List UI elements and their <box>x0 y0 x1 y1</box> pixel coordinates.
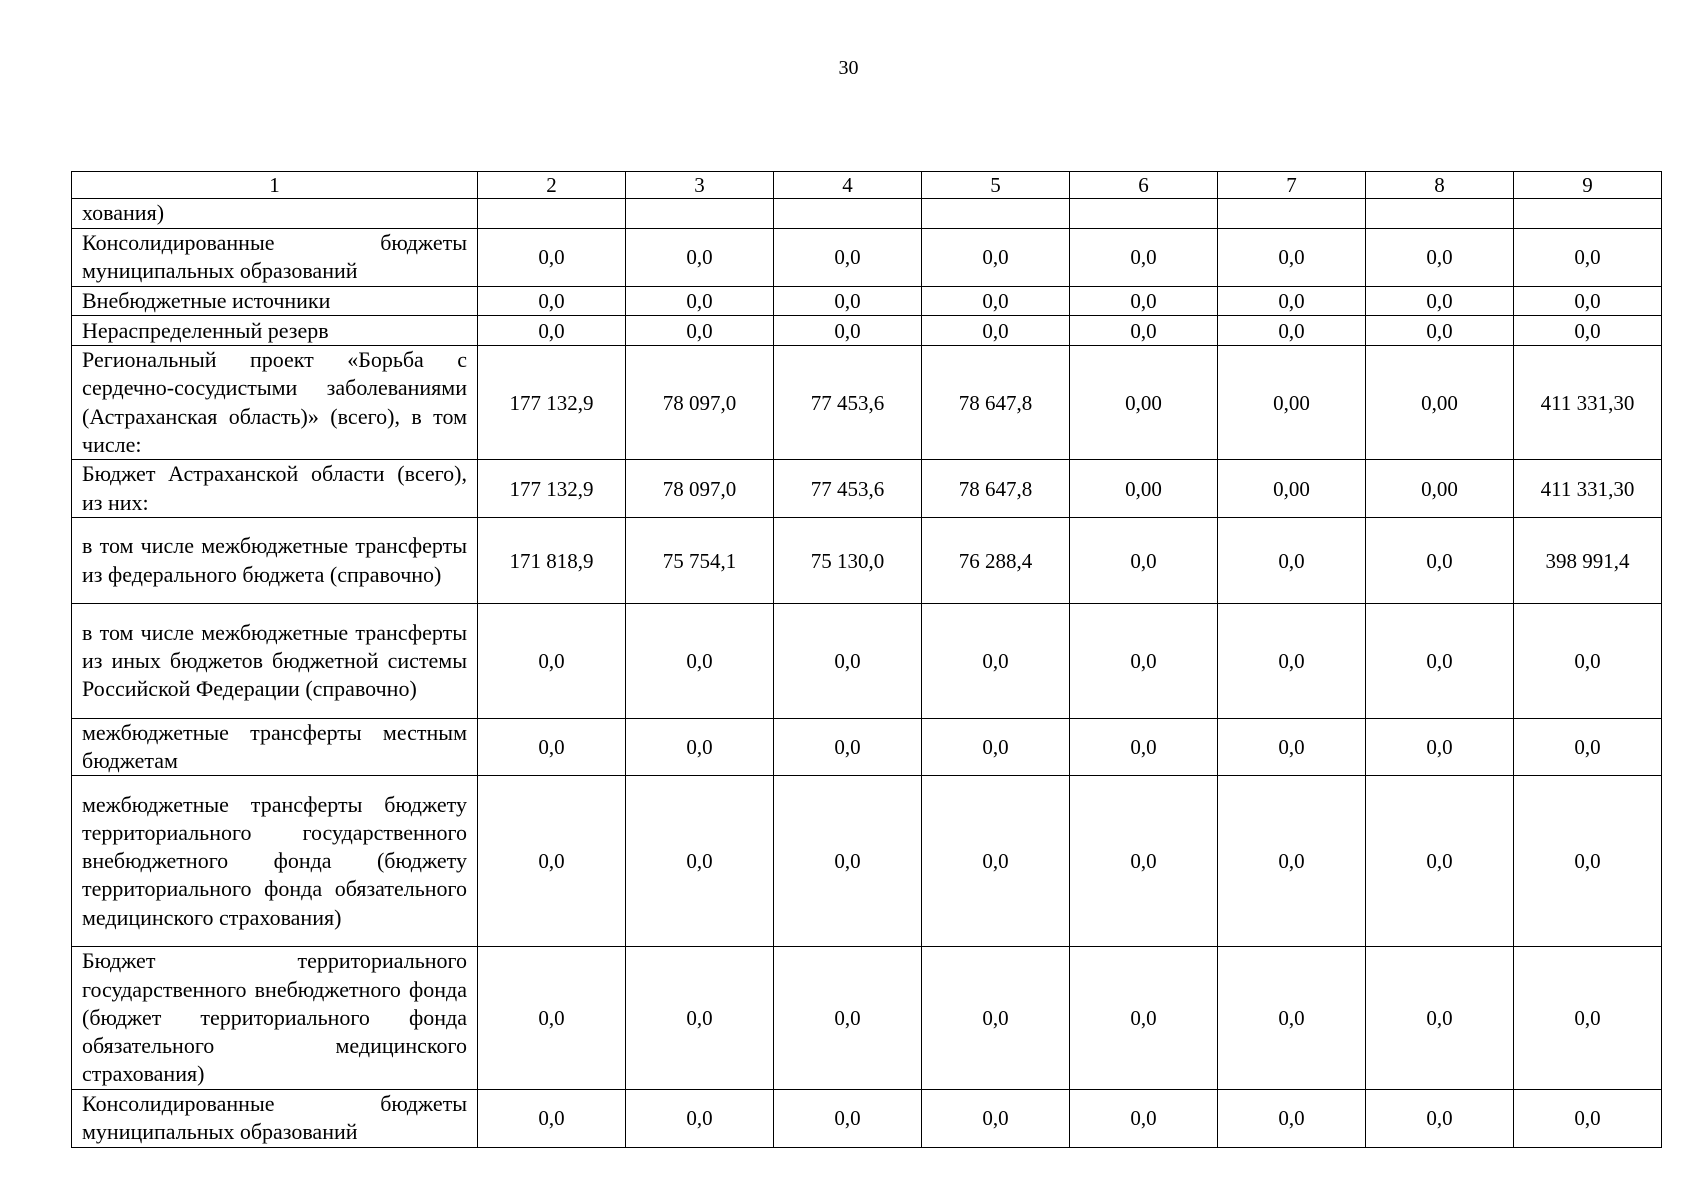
cell-value-col6: 0,0 <box>1070 228 1218 286</box>
column-header-4: 4 <box>774 172 922 199</box>
cell-value-col6 <box>1070 199 1218 229</box>
cell-value-col6: 0,0 <box>1070 947 1218 1090</box>
cell-value-col3: 0,0 <box>626 316 774 346</box>
cell-value-col7: 0,0 <box>1218 776 1366 947</box>
cell-value-col9: 411 331,30 <box>1514 460 1662 518</box>
cell-value-col8: 0,0 <box>1366 1089 1514 1147</box>
cell-value-col4 <box>774 199 922 229</box>
cell-value-col7: 0,0 <box>1218 316 1366 346</box>
cell-value-col5: 76 288,4 <box>922 518 1070 604</box>
row-label: Бюджет Астраханской области (всего), из них: <box>72 460 478 518</box>
cell-value-col8 <box>1366 199 1514 229</box>
page-number: 30 <box>838 57 859 79</box>
cell-value-col7: 0,0 <box>1218 228 1366 286</box>
row-label: в том числе межбюджетные трансферты из федерального бюджета (справочно) <box>72 518 478 604</box>
column-header-9: 9 <box>1514 172 1662 199</box>
cell-value-col8: 0,0 <box>1366 316 1514 346</box>
cell-value-col3: 78 097,0 <box>626 345 774 459</box>
cell-value-col2: 0,0 <box>478 1089 626 1147</box>
cell-value-col4: 77 453,6 <box>774 460 922 518</box>
cell-value-col3: 0,0 <box>626 286 774 316</box>
row-label: Внебюджетные источники <box>72 286 478 316</box>
cell-value-col5: 0,0 <box>922 604 1070 718</box>
cell-value-col3: 0,0 <box>626 228 774 286</box>
cell-value-col9: 411 331,30 <box>1514 345 1662 459</box>
cell-value-col4: 0,0 <box>774 776 922 947</box>
cell-value-col7: 0,0 <box>1218 604 1366 718</box>
cell-value-col3: 0,0 <box>626 1089 774 1147</box>
cell-value-col4: 0,0 <box>774 718 922 776</box>
cell-value-col9 <box>1514 199 1662 229</box>
cell-value-col2: 177 132,9 <box>478 460 626 518</box>
cell-value-col3 <box>626 199 774 229</box>
cell-value-col6: 0,0 <box>1070 1089 1218 1147</box>
cell-value-col6: 0,0 <box>1070 286 1218 316</box>
table-row <box>72 460 1662 518</box>
cell-value-col4: 0,0 <box>774 316 922 346</box>
cell-value-col6: 0,00 <box>1070 345 1218 459</box>
column-header-1: 1 <box>72 172 478 199</box>
row-label: хования) <box>72 199 478 229</box>
cell-value-col7: 0,0 <box>1218 947 1366 1090</box>
cell-value-col8: 0,0 <box>1366 947 1514 1090</box>
cell-value-col9: 0,0 <box>1514 718 1662 776</box>
cell-value-col7: 0,0 <box>1218 1089 1366 1147</box>
table-header <box>72 172 1662 199</box>
cell-value-col6: 0,0 <box>1070 518 1218 604</box>
cell-value-col8: 0,0 <box>1366 776 1514 947</box>
row-label: Региональный проект «Борьба с сердечно-сосудистыми заболеваниями (Астраханская область)» (всего), в том числе: <box>72 345 478 459</box>
table-row <box>72 228 1662 286</box>
cell-value-col3: 0,0 <box>626 947 774 1090</box>
cell-value-col8: 0,0 <box>1366 518 1514 604</box>
cell-value-col6: 0,0 <box>1070 776 1218 947</box>
cell-value-col9: 0,0 <box>1514 604 1662 718</box>
cell-value-col5: 0,0 <box>922 947 1070 1090</box>
cell-value-col7: 0,00 <box>1218 345 1366 459</box>
cell-value-col6: 0,0 <box>1070 718 1218 776</box>
cell-value-col7: 0,00 <box>1218 460 1366 518</box>
cell-value-col3: 0,0 <box>626 776 774 947</box>
table-row <box>72 947 1662 1090</box>
cell-value-col4: 0,0 <box>774 228 922 286</box>
table-row <box>72 286 1662 316</box>
cell-value-col2: 171 818,9 <box>478 518 626 604</box>
cell-value-col2: 0,0 <box>478 228 626 286</box>
cell-value-col3: 0,0 <box>626 604 774 718</box>
cell-value-col6: 0,0 <box>1070 316 1218 346</box>
column-header-2: 2 <box>478 172 626 199</box>
cell-value-col7: 0,0 <box>1218 718 1366 776</box>
cell-value-col4: 75 130,0 <box>774 518 922 604</box>
cell-value-col4: 0,0 <box>774 947 922 1090</box>
cell-value-col7: 0,0 <box>1218 286 1366 316</box>
cell-value-col8: 0,0 <box>1366 228 1514 286</box>
cell-value-col9: 0,0 <box>1514 947 1662 1090</box>
column-header-8: 8 <box>1366 172 1514 199</box>
cell-value-col4: 0,0 <box>774 1089 922 1147</box>
cell-value-col9: 0,0 <box>1514 228 1662 286</box>
cell-value-col6: 0,0 <box>1070 604 1218 718</box>
table-row <box>72 718 1662 776</box>
cell-value-col4: 0,0 <box>774 604 922 718</box>
row-label: Консолидированные бюджеты муниципальных образований <box>72 228 478 286</box>
cell-value-col2: 0,0 <box>478 718 626 776</box>
table-row <box>72 1089 1662 1147</box>
budget-table <box>71 171 1662 1148</box>
column-header-7: 7 <box>1218 172 1366 199</box>
table-body <box>72 199 1662 1148</box>
cell-value-col2: 0,0 <box>478 316 626 346</box>
row-label: Нераспределенный резерв <box>72 316 478 346</box>
cell-value-col8: 0,00 <box>1366 460 1514 518</box>
table-row <box>72 518 1662 604</box>
cell-value-col2: 0,0 <box>478 947 626 1090</box>
cell-value-col7: 0,0 <box>1218 518 1366 604</box>
cell-value-col2: 0,0 <box>478 776 626 947</box>
cell-value-col5: 78 647,8 <box>922 460 1070 518</box>
column-header-3: 3 <box>626 172 774 199</box>
cell-value-col2: 0,0 <box>478 604 626 718</box>
table-row <box>72 316 1662 346</box>
row-label: в том числе межбюджетные трансферты из иных бюджетов бюджетной системы Российской Федерации (справочно) <box>72 604 478 718</box>
row-label: Консолидированные бюджеты муниципальных образований <box>72 1089 478 1147</box>
cell-value-col9: 0,0 <box>1514 286 1662 316</box>
cell-value-col8: 0,0 <box>1366 286 1514 316</box>
cell-value-col3: 75 754,1 <box>626 518 774 604</box>
cell-value-col5: 0,0 <box>922 776 1070 947</box>
row-label: Бюджет территориального государственного внебюджетного фонда (бюджет территориального фонда обязательного медицинского страхования) <box>72 947 478 1090</box>
cell-value-col9: 0,0 <box>1514 316 1662 346</box>
table-row <box>72 199 1662 229</box>
row-label: межбюджетные трансферты местным бюджетам <box>72 718 478 776</box>
cell-value-col5: 0,0 <box>922 286 1070 316</box>
cell-value-col3: 78 097,0 <box>626 460 774 518</box>
cell-value-col9: 398 991,4 <box>1514 518 1662 604</box>
cell-value-col5: 0,0 <box>922 1089 1070 1147</box>
cell-value-col2: 177 132,9 <box>478 345 626 459</box>
cell-value-col5 <box>922 199 1070 229</box>
cell-value-col8: 0,00 <box>1366 345 1514 459</box>
table-row <box>72 604 1662 718</box>
column-header-5: 5 <box>922 172 1070 199</box>
cell-value-col9: 0,0 <box>1514 1089 1662 1147</box>
cell-value-col7 <box>1218 199 1366 229</box>
cell-value-col5: 78 647,8 <box>922 345 1070 459</box>
cell-value-col8: 0,0 <box>1366 604 1514 718</box>
cell-value-col2 <box>478 199 626 229</box>
table-row <box>72 776 1662 947</box>
cell-value-col6: 0,00 <box>1070 460 1218 518</box>
cell-value-col3: 0,0 <box>626 718 774 776</box>
cell-value-col5: 0,0 <box>922 228 1070 286</box>
cell-value-col9: 0,0 <box>1514 776 1662 947</box>
cell-value-col4: 77 453,6 <box>774 345 922 459</box>
column-header-6: 6 <box>1070 172 1218 199</box>
cell-value-col4: 0,0 <box>774 286 922 316</box>
header-row <box>72 172 1662 199</box>
cell-value-col5: 0,0 <box>922 316 1070 346</box>
table-row <box>72 345 1662 459</box>
row-label: межбюджетные трансферты бюджету территориального государственного внебюджетного фонда (бюджету территориального фонда обязательного медицинского страхования) <box>72 776 478 947</box>
cell-value-col5: 0,0 <box>922 718 1070 776</box>
cell-value-col8: 0,0 <box>1366 718 1514 776</box>
cell-value-col2: 0,0 <box>478 286 626 316</box>
